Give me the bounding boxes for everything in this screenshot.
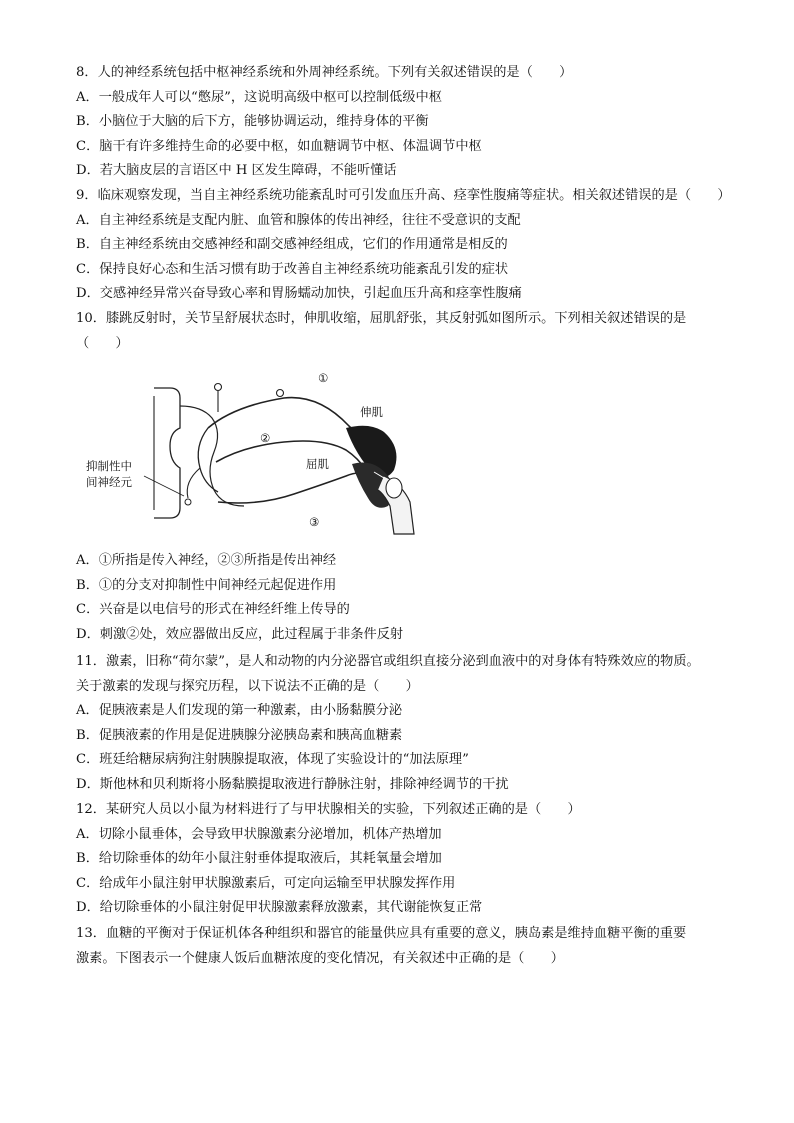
reflex-arc-figure	[84, 366, 424, 538]
spinal-cord-outline	[154, 388, 180, 518]
question-13-stem-line-1: 13．血糖的平衡对于保证机体各种组织和器官的能量供应具有重要的意义，胰岛素是维持血糖平衡的重要	[76, 926, 687, 941]
efferent-nerve-flexor-path	[218, 473, 370, 503]
knee-joint-shape	[386, 478, 402, 498]
interneuron-label-line-2: 间神经元	[86, 475, 132, 489]
question-11-option-b: B．促胰液素的作用是促进胰腺分泌胰岛素和胰高血糖素	[76, 727, 403, 743]
question-8-option-b: B．小脑位于大脑的后下方，能够协调运动，维持身体的平衡	[76, 114, 429, 130]
interneuron-path	[187, 468, 200, 498]
question-10-options	[76, 549, 736, 647]
question-11-option-c: C．班廷给糖尿病狗注射胰腺提取液，体现了实验设计的“加法原理”	[76, 752, 469, 768]
question-13	[76, 922, 736, 971]
grey-matter-outline	[180, 406, 244, 506]
question-12-option-a: A．切除小鼠垂体，会导致甲状腺激素分泌增加，机体产热增加	[76, 826, 442, 842]
question-12-stem: 12．某研究人员以小鼠为材料进行了与甲状腺相关的实验，下列叙述正确的是（ ）	[76, 802, 581, 817]
question-9-option-b: B．自主神经系统由交感神经和副交感神经组成，它们的作用通常是相反的	[76, 237, 508, 253]
question-10	[76, 307, 736, 356]
marker-1: ①	[318, 371, 329, 385]
question-11-option-d: D．斯他林和贝利斯将小肠黏膜提取液进行静脉注射，排除神经调节的干扰	[76, 776, 509, 792]
efferent-nerve-extensor-path	[216, 441, 366, 470]
interneuron-label-line-1: 抑制性中	[86, 459, 132, 473]
question-12-option-d: D．给切除垂体的小鼠注射促甲状腺激素释放激素，其代谢能恢复正常	[76, 900, 483, 916]
question-12-option-b: B．给切除垂体的幼年小鼠注射垂体提取液后，其耗氧量会增加	[76, 851, 442, 867]
question-8	[76, 61, 736, 184]
question-11-stem-line-2: 关于激素的发现与探究历程，以下说法不正确的是（ ）	[76, 678, 419, 694]
question-10-option-b: B．①的分支对抑制性中间神经元起促进作用	[76, 577, 337, 593]
question-8-option-a: A．一般成年人可以“憋尿”，这说明高级中枢可以控制低级中枢	[76, 89, 442, 105]
question-8-option-c: C．脑干有许多维持生命的必要中枢，如血糖调节中枢、体温调节中枢	[76, 138, 482, 154]
afferent-branch-path	[198, 428, 218, 492]
marker-2: ②	[260, 431, 271, 445]
question-9	[76, 184, 736, 307]
ganglion-cell-body	[277, 390, 284, 397]
question-11	[76, 650, 736, 798]
question-9-stem: 9．临床观察发现，当自主神经系统功能紊乱时可引发血压升高、痉挛性腹痛等症状。相关叙述错误的是（ ）	[76, 188, 731, 203]
question-8-option-d: D．若大脑皮层的言语区中 H 区发生障碍，不能听懂话	[76, 163, 397, 179]
afferent-nerve-path	[208, 398, 369, 452]
question-10-stem-line-2: （ ）	[76, 335, 129, 351]
question-10-option-d: D．刺激②处，效应器做出反应，此过程属于非条件反射	[76, 626, 404, 642]
ganglion-cell-body-upper	[215, 384, 222, 391]
question-10-option-c: C．兴奋是以电信号的形式在神经纤维上传导的	[76, 602, 350, 618]
question-10-option-a: A．①所指是传入神经，②③所指是传出神经	[76, 553, 337, 568]
question-9-option-d: D．交感神经异常兴奋导致心率和胃肠蠕动加快，引起血压升高和痉挛性腹痛	[76, 286, 522, 302]
question-8-stem: 8．人的神经系统包括中枢神经系统和外周神经系统。下列有关叙述错误的是（ ）	[76, 65, 573, 80]
flexor-label: 屈肌	[306, 457, 329, 471]
interneuron-cell	[185, 499, 191, 505]
question-9-option-c: C．保持良好心态和生活习惯有助于改善自主神经系统功能紊乱引发的症状	[76, 261, 509, 277]
question-12-option-c: C．给成年小鼠注射甲状腺激素后，可定向运输至甲状腺发挥作用	[76, 875, 456, 891]
question-11-stem-line-1: 11．激素，旧称“荷尔蒙”，是人和动物的内分泌器官或组织直接分泌到血液中的对身体有特殊效应的物质。	[76, 654, 700, 669]
question-10-stem-line-1: 10．膝跳反射时，关节呈舒展状态时，伸肌收缩，屈肌舒张，其反射弧如图所示。下列相关叙述错误的是	[76, 311, 687, 326]
marker-3: ③	[309, 515, 320, 529]
question-11-option-a: A．促胰液素是人们发现的第一种激素，由小肠黏膜分泌	[76, 703, 403, 719]
question-12	[76, 798, 736, 921]
extensor-label: 伸肌	[360, 405, 383, 419]
reflex-arc-diagram	[84, 366, 424, 538]
question-13-stem-line-2: 激素。下图表示一个健康人饭后血糖浓度的变化情况，有关叙述中正确的是（ ）	[76, 950, 564, 966]
interneuron-pointer	[144, 476, 184, 496]
question-9-option-a: A．自主神经系统是支配内脏、血管和腺体的传出神经，往往不受意识的支配	[76, 212, 521, 228]
